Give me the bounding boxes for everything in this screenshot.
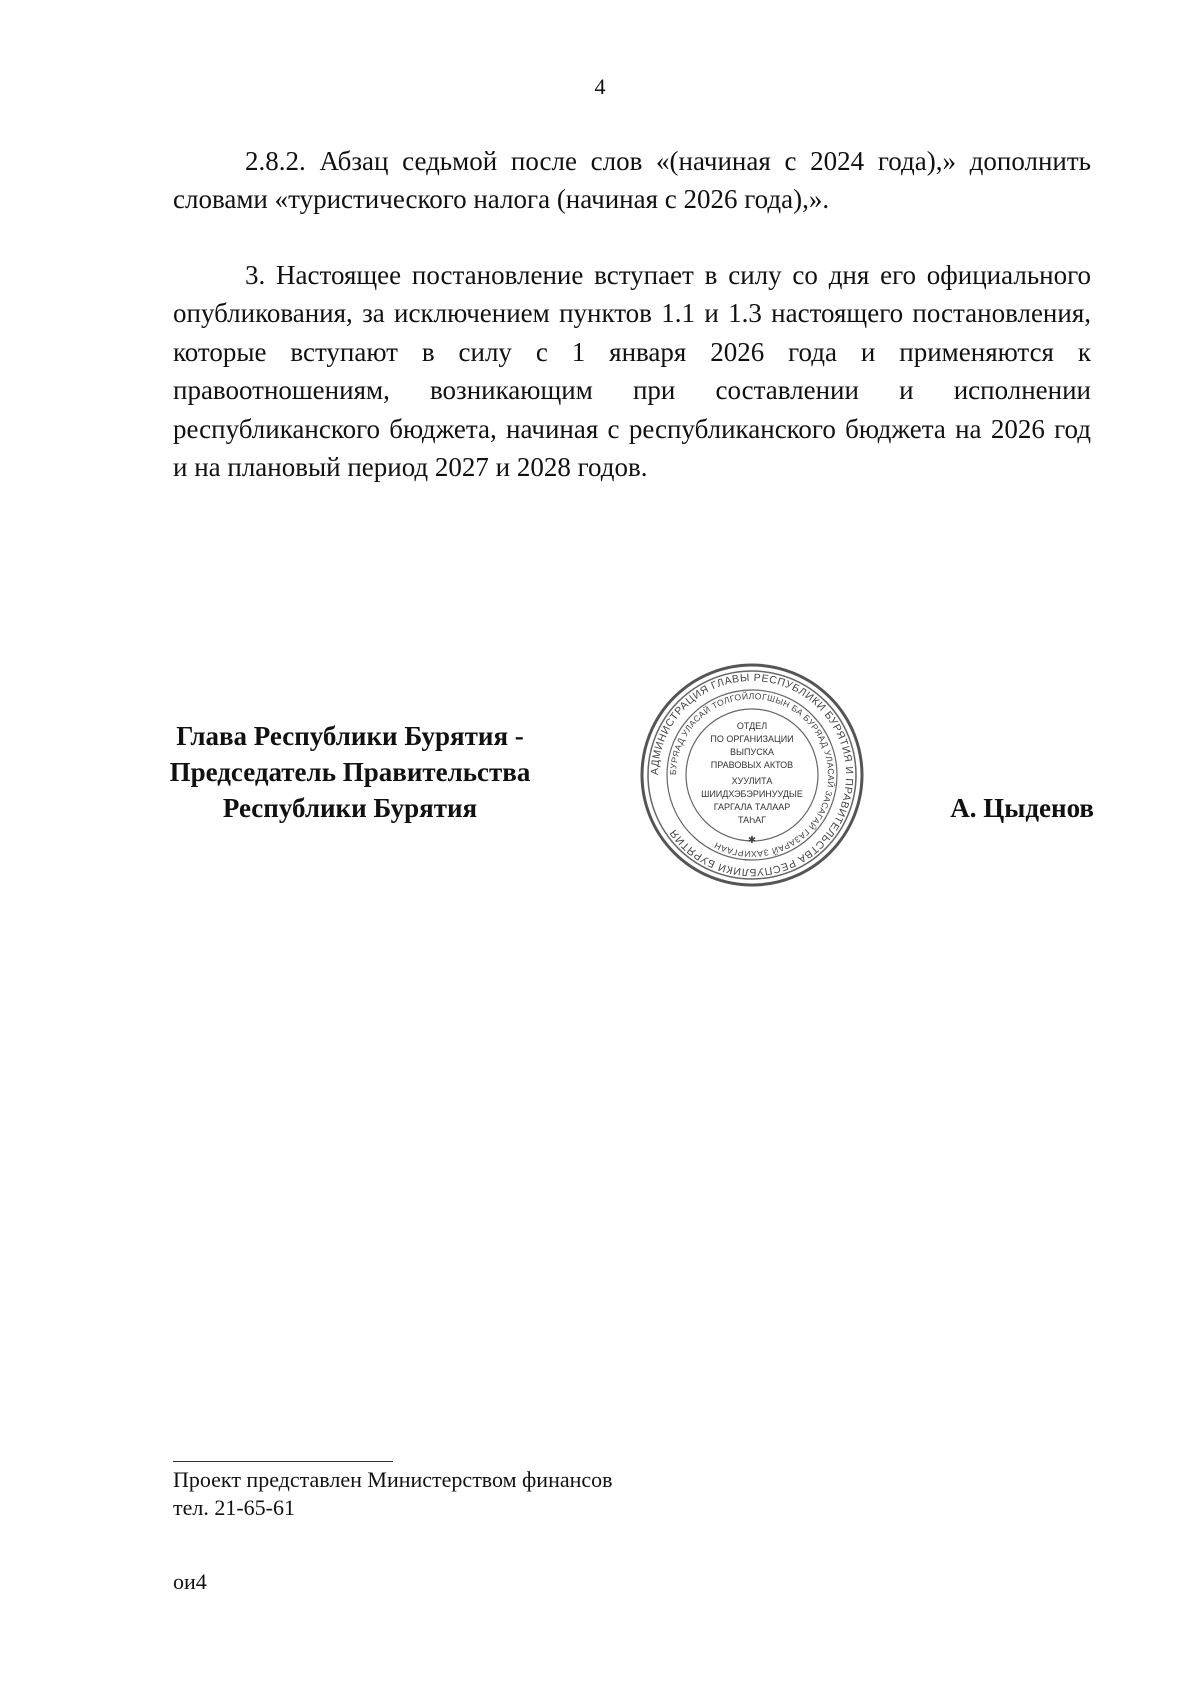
footnote-divider: [173, 1461, 393, 1462]
seal-center-line: ПРАВОВЫХ АКТОВ: [710, 760, 794, 770]
seal-center-line: ТАҺАГ: [737, 815, 767, 825]
signatory-title: [150, 718, 550, 826]
seal-center-line: ПО ОРГАНИЗАЦИИ: [710, 734, 794, 744]
seal-center-line: ВЫПУСКА: [730, 747, 774, 757]
seal-outer-text: [649, 672, 855, 878]
page-number: 4: [594, 74, 606, 99]
signatory-title-line: Председатель Правительства: [169, 757, 531, 787]
signatory-name: А. Цыденов: [950, 793, 1094, 823]
seal-star-icon: ✱: [747, 835, 757, 846]
seal-center-line: ХУУЛИТА: [731, 776, 773, 786]
document-code: ои4: [173, 1569, 207, 1594]
footnote: [173, 1466, 613, 1522]
seal-inner-textpath: БУРЯАД УЛАСАЙ ТОЛГОЙЛОГШЫН БА БУРЯАД УЛАСАЙ ЗАСАГАЙ ГАЗАРАЙ ЗАХИРГААН: [667, 690, 837, 860]
official-seal-stamp: [637, 660, 867, 890]
signatory-title-line: Глава Республики Бурятия -: [176, 721, 524, 751]
paragraph-3: 3. Настоящее постановление вступает в силу со дня его официального опубликования, за исключением пунктов 1.1 и 1.3 настоящего постановления, которые вступают в силу с 1 января 2026 года и применяются к правоотношениям, возникающим при составлении и исполнении республиканского бюджета, начиная с республиканского бюджета на 2026 год и на плановый период 2027 и 2028 годов.: [173, 260, 1091, 483]
seal-center-line: ОТДЕЛ: [736, 721, 768, 731]
paragraph-2-8-2: 2.8.2. Абзац седьмой после слов «(начиная с 2024 года),» дополнить словами «туристического налога (начиная с 2026 года),».: [173, 146, 1091, 215]
seal-outer-textpath: АДМИНИСТРАЦИЯ ГЛАВЫ РЕСПУБЛИКИ БУРЯТИЯ И ПРАВИТЕЛЬСТВА РЕСПУБЛИКИ БУРЯТИЯ: [648, 671, 856, 879]
signatory-title-line: Республики Бурятия: [222, 793, 478, 823]
seal-center-line: ШИИДХЭБЭРИНУУДЫЕ: [701, 789, 803, 799]
footnote-phone: тел. 21-65-61: [173, 1495, 296, 1520]
footnote-prepared-by: Проект представлен Министерством финансов: [173, 1467, 613, 1492]
seal-inner-text: [668, 690, 837, 859]
seal-center-line: ГАРГАЛА ТАЛААР: [713, 802, 791, 812]
